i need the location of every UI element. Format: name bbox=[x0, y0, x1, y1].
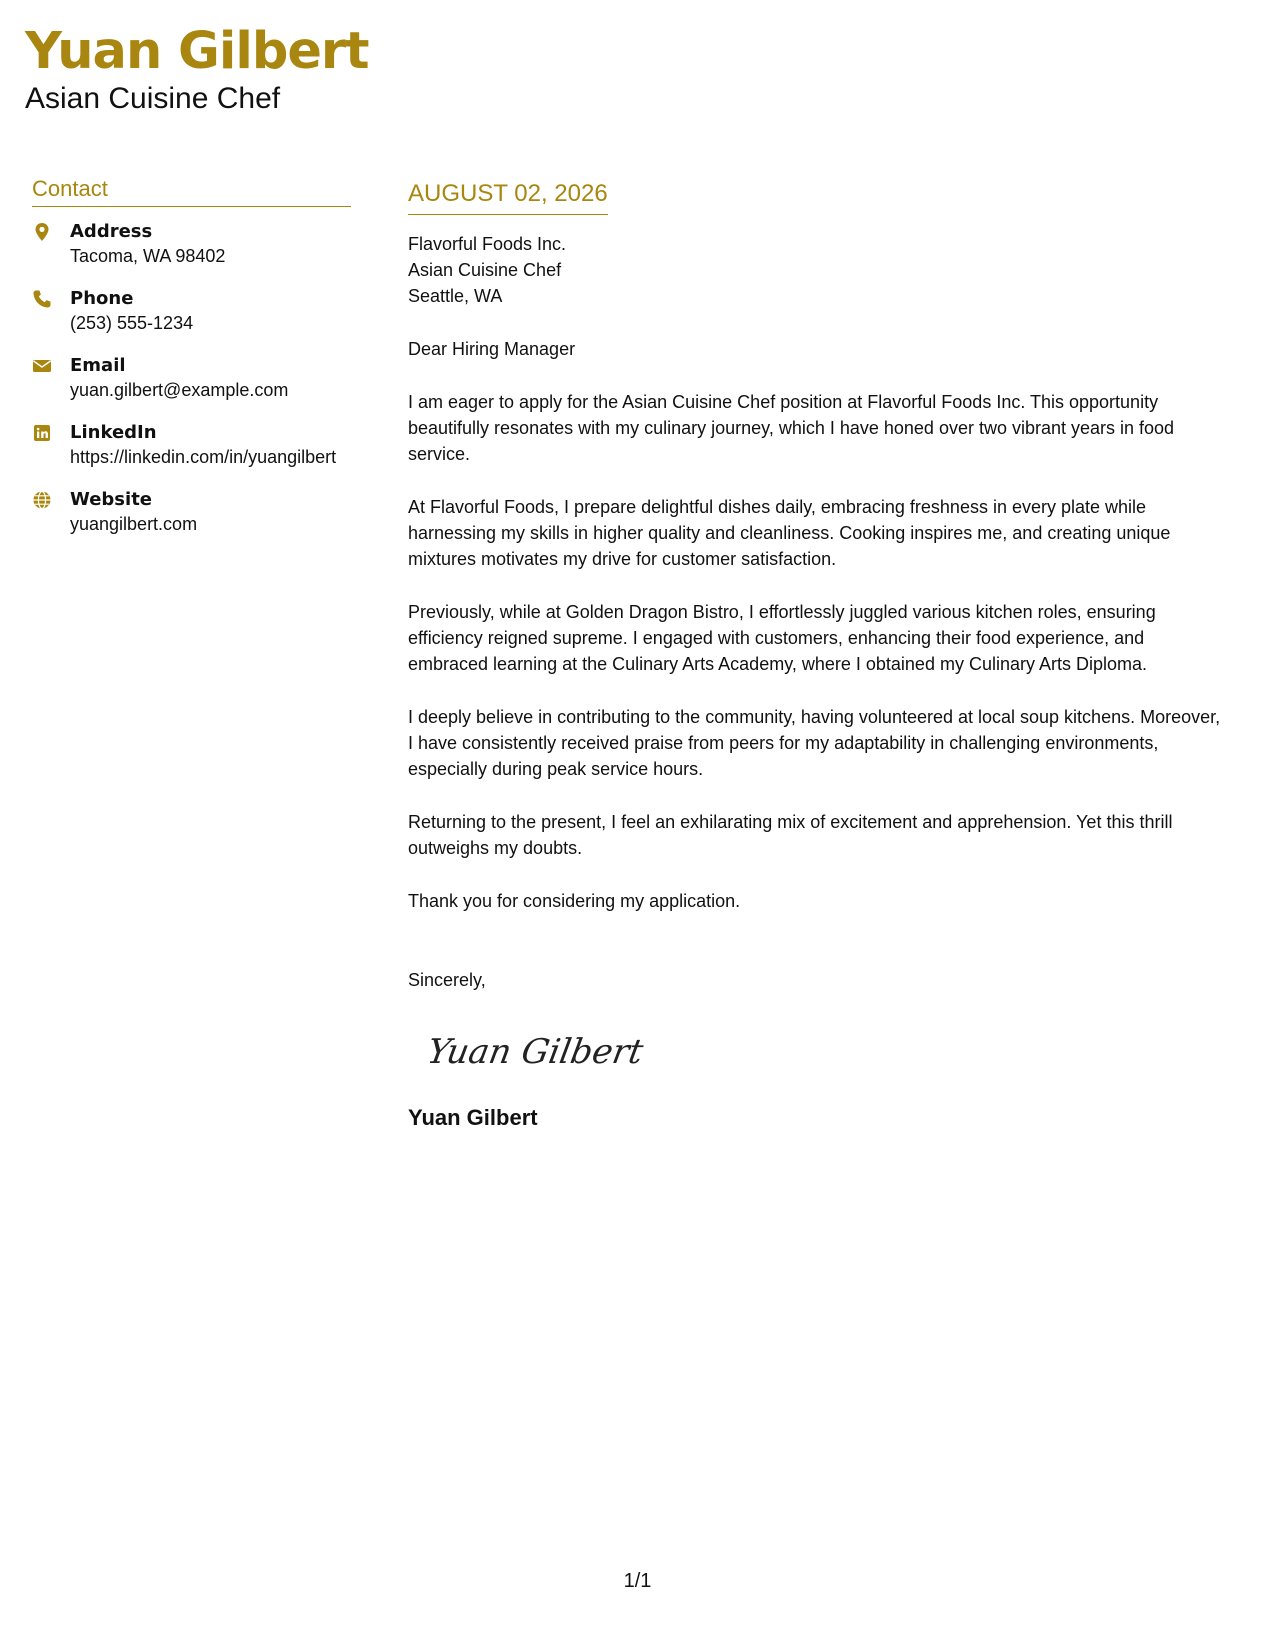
website-link[interactable]: yuangilbert.com bbox=[70, 514, 198, 534]
handwritten-signature bbox=[430, 1027, 660, 1075]
recipient-block bbox=[408, 231, 1228, 309]
contact-item-email bbox=[32, 353, 351, 403]
applicant-name: Yuan Gilbert bbox=[25, 22, 369, 81]
map-pin-icon bbox=[32, 219, 70, 242]
linkedin-link[interactable]: https://linkedin.com/in/yuangilbert bbox=[70, 447, 337, 467]
globe-icon bbox=[32, 487, 70, 510]
contact-section-title: Contact bbox=[32, 176, 351, 207]
signer-name: Yuan Gilbert bbox=[408, 1105, 538, 1130]
body-paragraph: Returning to the present, I feel an exhilarating mix of excitement and apprehension. Yet this thrill outweighs my doubts. bbox=[408, 812, 1173, 858]
letter-date: AUGUST 02, 2026 bbox=[408, 180, 608, 215]
letter-body bbox=[408, 180, 1228, 1131]
page-number: 1/1 bbox=[623, 1570, 652, 1592]
body-paragraph: Previously, while at Golden Dragon Bistro, I effortlessly juggled various kitchen roles, ensuring efficiency reigned supreme. I engaged with customers, enhancing their food experience, and embraced learning at the Culinary Arts Academy, where I obtained my Culinary Arts Diploma. bbox=[408, 602, 1156, 674]
contact-item-address bbox=[32, 219, 351, 269]
contact-label: LinkedIn bbox=[70, 422, 157, 443]
envelope-icon bbox=[32, 353, 70, 376]
contact-sidebar bbox=[32, 176, 351, 554]
recipient-company: Flavorful Foods Inc. bbox=[408, 234, 567, 254]
contact-label: Phone bbox=[70, 288, 134, 309]
contact-label: Address bbox=[70, 221, 153, 242]
contact-item-phone bbox=[32, 286, 351, 336]
contact-item-linkedin bbox=[32, 420, 351, 470]
body-paragraph: I deeply believe in contributing to the community, having volunteered at local soup kitchens. Moreover, I have consistently received praise from peers for my adaptability in challenging environments, especially during peak service hours. bbox=[408, 707, 1221, 779]
letter-header bbox=[25, 20, 368, 116]
salutation: Dear Hiring Manager bbox=[408, 339, 576, 359]
contact-list bbox=[32, 219, 351, 537]
contact-label: Email bbox=[70, 355, 126, 376]
signature-text: Yuan Gilbert bbox=[430, 1032, 647, 1072]
contact-label: Website bbox=[70, 489, 153, 510]
phone-icon bbox=[32, 286, 70, 309]
linkedin-icon bbox=[32, 420, 70, 443]
email-value: yuan.gilbert@example.com bbox=[70, 380, 289, 400]
body-paragraph: I am eager to apply for the Asian Cuisine Chef position at Flavorful Foods Inc. This opportunity beautifully resonates with my culinary journey, which I have honed over two vibrant years in food service. bbox=[408, 392, 1175, 464]
applicant-role: Asian Cuisine Chef bbox=[25, 82, 281, 115]
body-paragraph: Thank you for considering my application. bbox=[408, 891, 741, 911]
phone-value: (253) 555-1234 bbox=[70, 313, 194, 333]
body-paragraph: At Flavorful Foods, I prepare delightful dishes daily, embracing freshness in every plate while harnessing my skills in higher quality and cleanliness. Cooking inspires me, and creating unique mixtures motivates my drive for customer satisfaction. bbox=[408, 497, 1171, 569]
address-value: Tacoma, WA 98402 bbox=[70, 246, 226, 266]
contact-item-website bbox=[32, 487, 351, 537]
closing: Sincerely, bbox=[408, 970, 486, 990]
recipient-position: Asian Cuisine Chef bbox=[408, 260, 562, 280]
recipient-location: Seattle, WA bbox=[408, 286, 503, 306]
